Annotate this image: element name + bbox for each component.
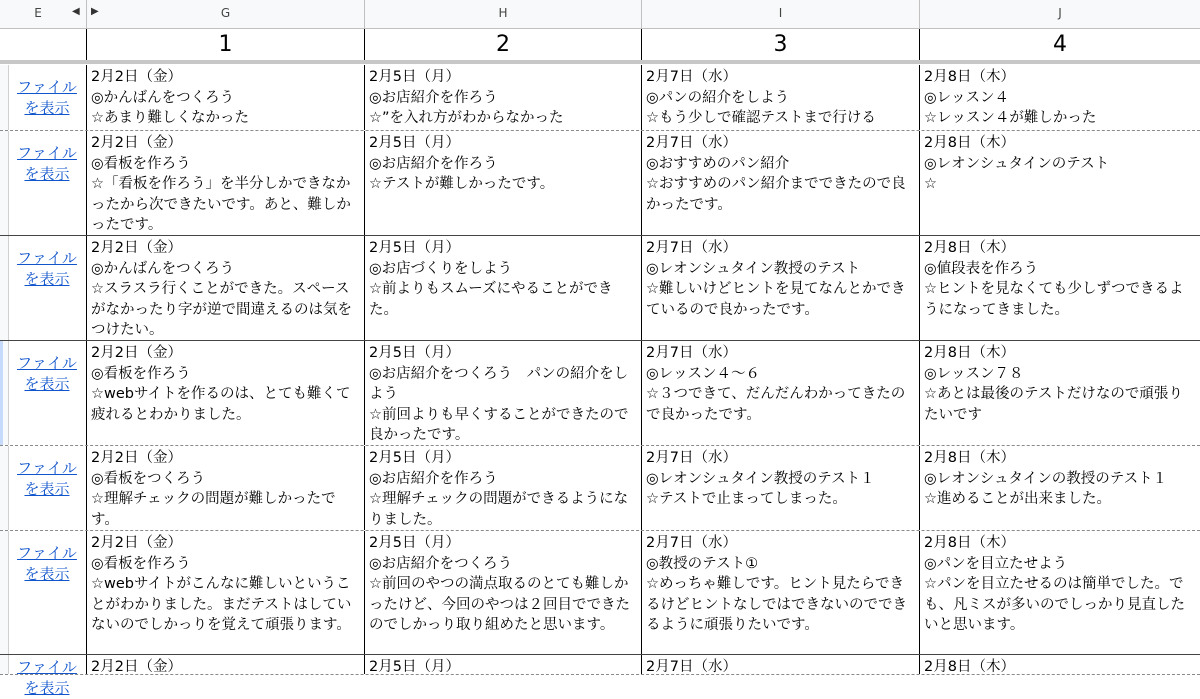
cell-date: 2月2日（金） <box>91 135 182 151</box>
selection-indicator <box>0 341 3 445</box>
table-row <box>0 236 1200 341</box>
reflection-cell[interactable] <box>365 131 642 235</box>
cell-date: 2月2日（金） <box>91 535 182 551</box>
cell-date: 2月7日（水） <box>646 69 737 85</box>
reflection-cell[interactable] <box>87 446 365 530</box>
reflection-cell[interactable] <box>920 131 1200 235</box>
empty-number-cell[interactable] <box>0 29 87 60</box>
cell-reflection: ☆前回よりも早くすることができたので良かったです。 <box>369 406 629 443</box>
cell-date: 2月2日（金） <box>91 450 182 466</box>
reflection-cell[interactable] <box>87 65 365 130</box>
cell-goal: ◎レッスン４ <box>924 89 1010 106</box>
view-file-link-line1[interactable]: ファイル <box>17 544 77 562</box>
cell-goal: ◎看板を作ろう <box>91 155 191 172</box>
cell-reflection: ☆３つできて、だんだんわかってきたので良かったです。 <box>646 386 906 423</box>
reflection-cell[interactable] <box>920 341 1200 445</box>
cell-reflection: ☆「看板を作ろう」を半分しかできなかったから次できたいです。あと、難しかったです。 <box>91 176 351 233</box>
cell-goal: ◎お店紹介を作ろう <box>369 155 498 172</box>
cell-date: 2月8日（木） <box>924 450 1015 466</box>
cell-date: 2月8日（木） <box>924 659 1015 674</box>
reflection-cell[interactable] <box>365 531 642 654</box>
cell-goal: ◎レッスン４～６ <box>646 365 761 382</box>
reflection-cell[interactable] <box>642 65 920 130</box>
table-row <box>0 131 1200 236</box>
cell-date: 2月5日（月） <box>369 450 460 466</box>
view-file-link[interactable] <box>8 531 87 654</box>
cell-date: 2月2日（金） <box>91 345 182 361</box>
cell-date: 2月2日（金） <box>91 659 182 674</box>
table-row <box>0 655 1200 697</box>
cell-reflection: ☆めっちゃ難しです。ヒント見たらできるけどヒントなしではできないのでできるように頑張りたいです。 <box>646 576 907 633</box>
reflection-cell[interactable] <box>642 341 920 445</box>
cell-goal: ◎レオンシュタインの教授のテスト１ <box>924 470 1168 487</box>
reflection-cell[interactable] <box>365 341 642 445</box>
cell-date: 2月7日（水） <box>646 659 737 674</box>
view-file-link-line1[interactable]: ファイル <box>17 459 77 477</box>
cell-reflection: ☆理解チェックの問題が難しかったです。 <box>91 491 336 528</box>
reflection-cell[interactable] <box>365 236 642 340</box>
cell-reflection: ☆テストで止まってしまった。 <box>646 491 847 507</box>
cell-date: 2月5日（月） <box>369 659 460 674</box>
cell-reflection: ☆パンを目立たせるのは簡単でした。でも、凡ミスが多いのでしっかり見直したいと思います。 <box>924 576 1185 633</box>
cell-date: 2月8日（木） <box>924 345 1015 361</box>
cell-date: 2月5日（月） <box>369 345 460 361</box>
column-header-bar <box>0 0 1200 29</box>
cell-reflection: ☆webサイトを作るのは、とても難くて疲れるとわかりました。 <box>91 386 351 423</box>
cell-date: 2月7日（水） <box>646 240 737 256</box>
view-file-link-line1[interactable]: ファイル <box>17 144 77 162</box>
cell-goal: ◎レオンシュタイン教授のテスト１ <box>646 470 875 487</box>
view-file-link-line2[interactable]: を表示 <box>24 375 70 393</box>
view-file-link-line2[interactable]: を表示 <box>24 165 70 183</box>
cell-reflection: ☆進めることが出来ました。 <box>924 491 1111 507</box>
reflection-cell[interactable] <box>642 446 920 530</box>
cell-reflection: ☆スラスラ行くことができた。スペースがなかったり字が逆で間違えるのは気をつけたい。 <box>91 281 352 338</box>
column-header-i[interactable]: I <box>642 0 920 28</box>
cell-reflection: ☆前よりもスムーズにやることができた。 <box>369 281 613 318</box>
column-header-g[interactable]: G <box>87 0 365 28</box>
reflection-cell[interactable] <box>365 446 642 530</box>
reflection-cell[interactable] <box>365 655 642 674</box>
view-file-link[interactable] <box>8 65 87 130</box>
cell-reflection: ☆おすすめのパン紹介までできたので良かったです。 <box>646 176 906 213</box>
column-header-h[interactable]: H <box>365 0 642 28</box>
lesson-number-2[interactable]: 2 <box>365 29 642 60</box>
column-header-e[interactable]: E <box>0 0 87 28</box>
view-file-link[interactable] <box>8 131 87 235</box>
cell-goal: ◎看板を作ろう <box>91 555 191 572</box>
reflection-cell[interactable] <box>920 655 1200 674</box>
cell-reflection: ☆難しいけどヒントを見てなんとかできているので良かったです。 <box>646 281 906 318</box>
lesson-number-row <box>0 29 1200 64</box>
cell-goal: ◎お店紹介をつくろう <box>369 555 513 572</box>
column-header-j[interactable]: J <box>1058 6 1062 20</box>
expand-right-arrow-icon[interactable]: ▶ <box>91 6 99 17</box>
cell-goal: ◎レッスン７８ <box>924 365 1024 382</box>
reflection-cell[interactable] <box>87 655 365 674</box>
cell-date: 2月2日（金） <box>91 240 182 256</box>
cell-date: 2月5日（月） <box>369 135 460 151</box>
cell-date: 2月5日（月） <box>369 535 460 551</box>
cell-goal: ◎看板を作ろう <box>91 365 191 382</box>
cell-goal: ◎レオンシュタイン教授のテスト <box>646 260 861 277</box>
cell-date: 2月8日（木） <box>924 240 1015 256</box>
cell-reflection: ☆”を入れ方がわからなかった <box>369 110 564 126</box>
cell-reflection: ☆前回のやつの満点取るのとても難しかったけど、今回のやつは２回目でできたのでしかっり取り組めたと思います。 <box>369 576 630 633</box>
cell-reflection: ☆webサイトがこんなに難しいということがわかりました。まだテストはしていないのでしかっりを覚えて頑張ります。 <box>91 576 352 633</box>
lesson-number-1[interactable]: 1 <box>87 29 365 60</box>
cell-goal: ◎お店紹介を作ろう <box>369 89 498 106</box>
cell-date: 2月7日（水） <box>646 535 737 551</box>
cell-date: 2月7日（水） <box>646 135 737 151</box>
table-row <box>0 446 1200 531</box>
table-row <box>0 531 1200 655</box>
lesson-number-4[interactable]: 4 <box>1053 32 1067 57</box>
view-file-link-line2[interactable]: を表示 <box>24 270 70 288</box>
reflection-cell[interactable] <box>642 531 920 654</box>
view-file-link[interactable] <box>8 655 87 697</box>
cell-goal: ◎かんばんをつくろう <box>91 260 235 277</box>
reflection-cell[interactable] <box>87 236 365 340</box>
cell-goal: ◎パンを目立たせよう <box>924 555 1068 572</box>
view-file-link-line1[interactable]: ファイル <box>17 249 77 267</box>
cell-date: 2月7日（水） <box>646 450 737 466</box>
reflection-cell[interactable] <box>87 531 365 654</box>
reflection-cell[interactable] <box>920 531 1200 654</box>
cell-goal: ◎パンの紹介をしよう <box>646 89 790 106</box>
cell-reflection: ☆あとは最後のテストだけなので頑張りたいです <box>924 386 1183 423</box>
reflection-cell[interactable] <box>920 65 1200 130</box>
view-file-link-line2[interactable]: を表示 <box>24 565 70 583</box>
cell-reflection: ☆理解チェックの問題ができるようになりました。 <box>369 491 629 528</box>
view-file-link[interactable] <box>8 341 87 445</box>
reflection-cell[interactable] <box>87 341 365 445</box>
cell-reflection: ☆あまり難しくなかった <box>91 110 249 126</box>
cell-goal: ◎かんばんをつくろう <box>91 89 235 106</box>
view-file-link-line1[interactable]: ファイル <box>17 78 77 96</box>
table-row <box>0 341 1200 446</box>
cell-date: 2月8日（木） <box>924 535 1015 551</box>
cell-goal: ◎値段表を作ろう <box>924 260 1039 277</box>
cell-goal: ◎おすすめのパン紹介 <box>646 155 790 172</box>
view-file-link[interactable] <box>8 236 87 340</box>
reflection-cell[interactable] <box>642 236 920 340</box>
collapse-left-arrow-icon[interactable]: ◀ <box>72 6 80 17</box>
reflection-cell[interactable] <box>87 131 365 235</box>
view-file-link-line1[interactable]: ファイル <box>17 658 77 676</box>
cell-date: 2月5日（月） <box>369 240 460 256</box>
view-file-link-line2[interactable]: を表示 <box>24 679 70 697</box>
cell-reflection: ☆レッスン４が難しかった <box>924 110 1097 126</box>
cell-reflection: ☆ヒントを見なくても少しずつできるようになってきました。 <box>924 281 1184 318</box>
cell-reflection: ☆もう少しで確認テストまで行ける <box>646 110 876 126</box>
table-row <box>0 65 1200 131</box>
cell-goal: ◎お店紹介を作ろう <box>369 470 498 487</box>
cell-goal: ◎お店づくりをしよう <box>369 260 513 277</box>
cell-goal: ◎お店紹介をつくろう パンの紹介をしよう <box>369 365 629 402</box>
view-file-link-line2[interactable]: を表示 <box>24 99 70 117</box>
view-file-link[interactable] <box>8 446 87 530</box>
reflection-cell[interactable] <box>642 655 920 674</box>
cell-goal: ◎レオンシュタインのテスト <box>924 155 1110 172</box>
view-file-link-line2[interactable]: を表示 <box>24 480 70 498</box>
cell-date: 2月8日（木） <box>924 135 1015 151</box>
reflection-cell[interactable] <box>920 446 1200 530</box>
cell-date: 2月5日（月） <box>369 69 460 85</box>
reflection-cell[interactable] <box>920 236 1200 340</box>
cell-reflection: ☆ <box>924 176 937 192</box>
reflection-cell[interactable] <box>365 65 642 130</box>
cell-date: 2月2日（金） <box>91 69 182 85</box>
lesson-number-3[interactable]: 3 <box>642 29 920 60</box>
cell-reflection: ☆テストが難しかったです。 <box>369 176 555 192</box>
cell-date: 2月7日（水） <box>646 345 737 361</box>
cell-goal: ◎教授のテスト① <box>646 555 759 572</box>
view-file-link-line1[interactable]: ファイル <box>17 354 77 372</box>
reflection-cell[interactable] <box>642 131 920 235</box>
cell-goal: ◎看板をつくろう <box>91 470 206 487</box>
cell-date: 2月8日（木） <box>924 69 1015 85</box>
